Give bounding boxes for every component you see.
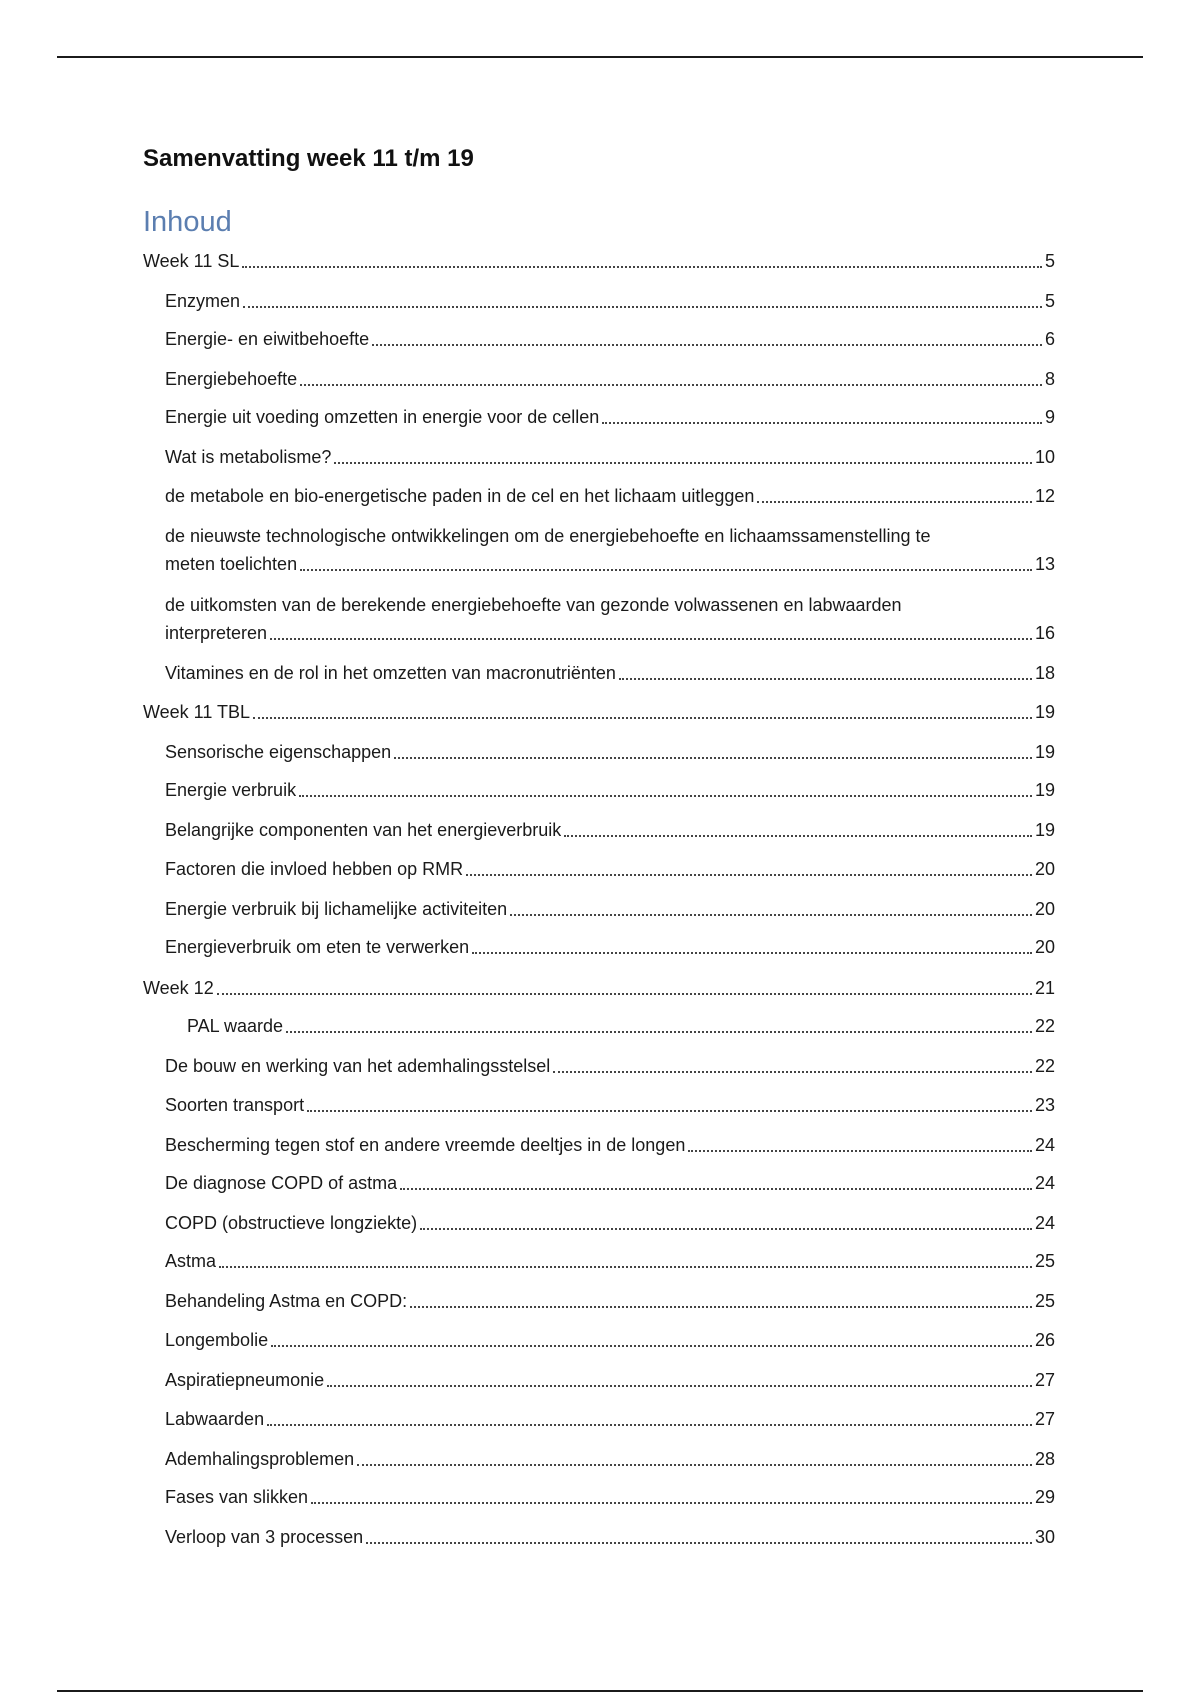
dot-leader xyxy=(357,1464,1032,1466)
toc-entry-page: 24 xyxy=(1034,1135,1055,1155)
toc-entry-page: 19 xyxy=(1034,780,1055,800)
toc-entry-label: Astma xyxy=(165,1251,217,1271)
toc-entry-fases-van-slikken[interactable] xyxy=(165,1483,1055,1511)
toc-entry-label: Aspiratiepneumonie xyxy=(165,1370,325,1390)
toc-entry-page: 19 xyxy=(1034,820,1055,840)
toc-entry-technologische-ontwikkelingen[interactable] xyxy=(165,522,1055,578)
toc-entry-label: Vitamines en de rol in het omzetten van macronutriënten xyxy=(165,663,616,683)
toc-entry-energie-en-eiwitbehoefte[interactable] xyxy=(165,325,1055,353)
dot-leader xyxy=(217,993,1032,995)
dot-leader xyxy=(286,1031,1032,1033)
dot-leader xyxy=(553,1071,1032,1073)
toc-entry-page: 27 xyxy=(1034,1409,1055,1429)
dot-leader xyxy=(400,1188,1032,1190)
toc-entry-page: 24 xyxy=(1034,1173,1055,1193)
toc-entry-soorten-transport[interactable] xyxy=(165,1091,1055,1119)
toc-entry-week-12[interactable] xyxy=(143,974,1055,1002)
toc-entry-sensorische-eigenschappen[interactable] xyxy=(165,738,1055,766)
dot-leader xyxy=(271,1345,1032,1347)
toc-entry-page: 18 xyxy=(1034,663,1055,683)
toc-entry-label: Energie uit voeding omzetten in energie voor de cellen xyxy=(165,407,600,427)
dot-leader xyxy=(472,952,1032,954)
toc-entry-label: PAL waarde xyxy=(187,1016,284,1036)
dot-leader xyxy=(410,1306,1032,1308)
toc-entry-label: Energie verbruik bij lichamelijke activiteiten xyxy=(165,899,508,919)
toc-entry-longembolie[interactable] xyxy=(165,1326,1055,1354)
toc-entry-label: Enzymen xyxy=(165,291,241,311)
toc-entry-label: Belangrijke componenten van het energieverbruik xyxy=(165,820,562,840)
toc-entry-page: 5 xyxy=(1044,251,1055,271)
toc-entry-label: De bouw en werking van het ademhalingsstelsel xyxy=(165,1056,551,1076)
toc-entry-page: 30 xyxy=(1034,1527,1055,1547)
toc-entry-behandeling-astma-copd[interactable] xyxy=(165,1287,1055,1315)
dot-leader xyxy=(219,1266,1032,1268)
toc-entry-label: de metabole en bio-energetische paden in de cel en het lichaam uitleggen xyxy=(165,486,755,506)
dot-leader xyxy=(619,678,1032,680)
toc-entry-label: Week 11 SL xyxy=(143,251,240,271)
toc-entry-label: Ademhalingsproblemen xyxy=(165,1449,355,1469)
dot-leader xyxy=(510,914,1032,916)
toc-entry-vitamines[interactable] xyxy=(165,659,1055,687)
dot-leader xyxy=(366,1542,1032,1544)
toc-entry-label: Bescherming tegen stof en andere vreemde deeltjes in de longen xyxy=(165,1135,686,1155)
toc-entry-label-line1: de nieuwste technologische ontwikkelingen om de energiebehoefte en lichaamssamenstelling te xyxy=(165,526,931,546)
toc-entry-label: COPD (obstructieve longziekte) xyxy=(165,1213,418,1233)
header-rule xyxy=(57,56,1143,58)
toc-entry-page: 10 xyxy=(1034,447,1055,467)
toc-entry-page: 22 xyxy=(1034,1016,1055,1036)
toc-entry-aspiratiepneumonie[interactable] xyxy=(165,1366,1055,1394)
toc-entry-page: 13 xyxy=(1034,554,1055,574)
dot-leader xyxy=(372,344,1042,346)
toc-entry-page: 8 xyxy=(1044,369,1055,389)
toc-entry-pal-waarde[interactable] xyxy=(187,1012,1055,1040)
toc-entry-page: 20 xyxy=(1034,937,1055,957)
toc-entry-page: 28 xyxy=(1034,1449,1055,1469)
toc-entry-label: De diagnose COPD of astma xyxy=(165,1173,398,1193)
toc-entry-page: 6 xyxy=(1044,329,1055,349)
toc-entry-astma[interactable] xyxy=(165,1247,1055,1275)
dot-leader xyxy=(394,757,1032,759)
toc-entry-page: 5 xyxy=(1044,291,1055,311)
dot-leader xyxy=(242,266,1042,268)
toc-entry-label: Behandeling Astma en COPD: xyxy=(165,1291,408,1311)
toc-entry-metabole-paden[interactable] xyxy=(165,482,1055,510)
toc-entry-line2 xyxy=(165,550,1055,578)
dot-leader xyxy=(327,1385,1032,1387)
toc-entry-page: 20 xyxy=(1034,859,1055,879)
toc-entry-label: Labwaarden xyxy=(165,1409,265,1429)
toc-entry-label: Energie- en eiwitbehoefte xyxy=(165,329,370,349)
toc-entry-label-line2: interpreteren xyxy=(165,623,268,643)
dot-leader xyxy=(243,306,1042,308)
dot-leader xyxy=(757,501,1032,503)
toc-entry-page: 23 xyxy=(1034,1095,1055,1115)
toc-entry-page: 21 xyxy=(1034,978,1055,998)
toc-entry-label: Verloop van 3 processen xyxy=(165,1527,364,1547)
toc-entry-page: 16 xyxy=(1034,623,1055,643)
toc-entry-label-line2: meten toelichten xyxy=(165,554,298,574)
toc-entry-belangrijke-componenten[interactable] xyxy=(165,816,1055,844)
dot-leader xyxy=(602,422,1042,424)
toc-entry-label: Energieverbruik om eten te verwerken xyxy=(165,937,470,957)
dot-leader xyxy=(466,874,1032,876)
toc-entry-label-line1: de uitkomsten van de berekende energiebehoefte van gezonde volwassenen en labwaarden xyxy=(165,595,902,615)
toc-entry-factoren-rmr[interactable] xyxy=(165,855,1055,883)
dot-leader xyxy=(267,1424,1032,1426)
dot-leader xyxy=(688,1150,1032,1152)
dot-leader xyxy=(299,795,1032,797)
toc-entry-page: 26 xyxy=(1034,1330,1055,1350)
dot-leader xyxy=(420,1228,1032,1230)
dot-leader xyxy=(270,638,1032,640)
toc-entry-diagnose-copd-astma[interactable] xyxy=(165,1169,1055,1197)
toc-entry-label: Energiebehoefte xyxy=(165,369,298,389)
toc-entry-page: 24 xyxy=(1034,1213,1055,1233)
toc-entry-page: 20 xyxy=(1034,899,1055,919)
dot-leader xyxy=(307,1110,1032,1112)
toc-entry-page: 27 xyxy=(1034,1370,1055,1390)
dot-leader xyxy=(564,835,1032,837)
toc-entry-copd[interactable] xyxy=(165,1209,1055,1237)
dot-leader xyxy=(311,1502,1032,1504)
footer-rule xyxy=(57,1690,1143,1692)
toc-entry-label: Fases van slikken xyxy=(165,1487,309,1507)
toc-entry-labwaarden[interactable] xyxy=(165,1405,1055,1433)
dot-leader xyxy=(300,569,1032,571)
toc-entry-ademhalingsproblemen[interactable] xyxy=(165,1445,1055,1473)
toc-entry-uitkomsten-energiebehoefte[interactable] xyxy=(165,591,1055,647)
document-title: Samenvatting week 11 t/m 19 xyxy=(143,145,474,172)
toc-entry-page: 29 xyxy=(1034,1487,1055,1507)
toc-entry-label: Energie verbruik xyxy=(165,780,297,800)
toc-entry-page: 25 xyxy=(1034,1291,1055,1311)
toc-entry-energie-uit-voeding[interactable] xyxy=(165,403,1055,431)
toc-entry-verloop-3-processen[interactable] xyxy=(165,1523,1055,1551)
toc-entry-page: 22 xyxy=(1034,1056,1055,1076)
dot-leader xyxy=(253,717,1032,719)
toc-entry-label: Wat is metabolisme? xyxy=(165,447,332,467)
toc-entry-energie-verbruik-activiteiten[interactable] xyxy=(165,895,1055,923)
toc-entry-ademhalingsstelsel[interactable] xyxy=(165,1052,1055,1080)
toc-entry-label: Factoren die invloed hebben op RMR xyxy=(165,859,464,879)
toc-entry-line2 xyxy=(165,619,1055,647)
toc-entry-label: Soorten transport xyxy=(165,1095,305,1115)
toc-entry-bescherming-longen[interactable] xyxy=(165,1131,1055,1159)
toc-entry-page: 19 xyxy=(1034,742,1055,762)
toc-entry-week-11-sl[interactable] xyxy=(143,247,1055,275)
toc-entry-label: Week 11 TBL xyxy=(143,702,251,722)
toc-heading: Inhoud xyxy=(143,206,232,238)
toc-entry-page: 9 xyxy=(1044,407,1055,427)
toc-entry-label: Longembolie xyxy=(165,1330,269,1350)
toc-entry-page: 25 xyxy=(1034,1251,1055,1271)
dot-leader xyxy=(334,462,1032,464)
toc-entry-energie-verbruik[interactable] xyxy=(165,776,1055,804)
toc-entry-page: 19 xyxy=(1034,702,1055,722)
toc-entry-week-11-tbl[interactable] xyxy=(143,698,1055,726)
toc-entry-page: 12 xyxy=(1034,486,1055,506)
toc-entry-wat-is-metabolisme[interactable] xyxy=(165,443,1055,471)
toc-entry-label: Sensorische eigenschappen xyxy=(165,742,392,762)
toc-entry-label: Week 12 xyxy=(143,978,214,998)
toc-entry-enzymen[interactable] xyxy=(165,287,1055,315)
toc-entry-energiebehoefte[interactable] xyxy=(165,365,1055,393)
dot-leader xyxy=(300,384,1042,386)
toc-entry-energieverbruik-eten[interactable] xyxy=(165,933,1055,961)
